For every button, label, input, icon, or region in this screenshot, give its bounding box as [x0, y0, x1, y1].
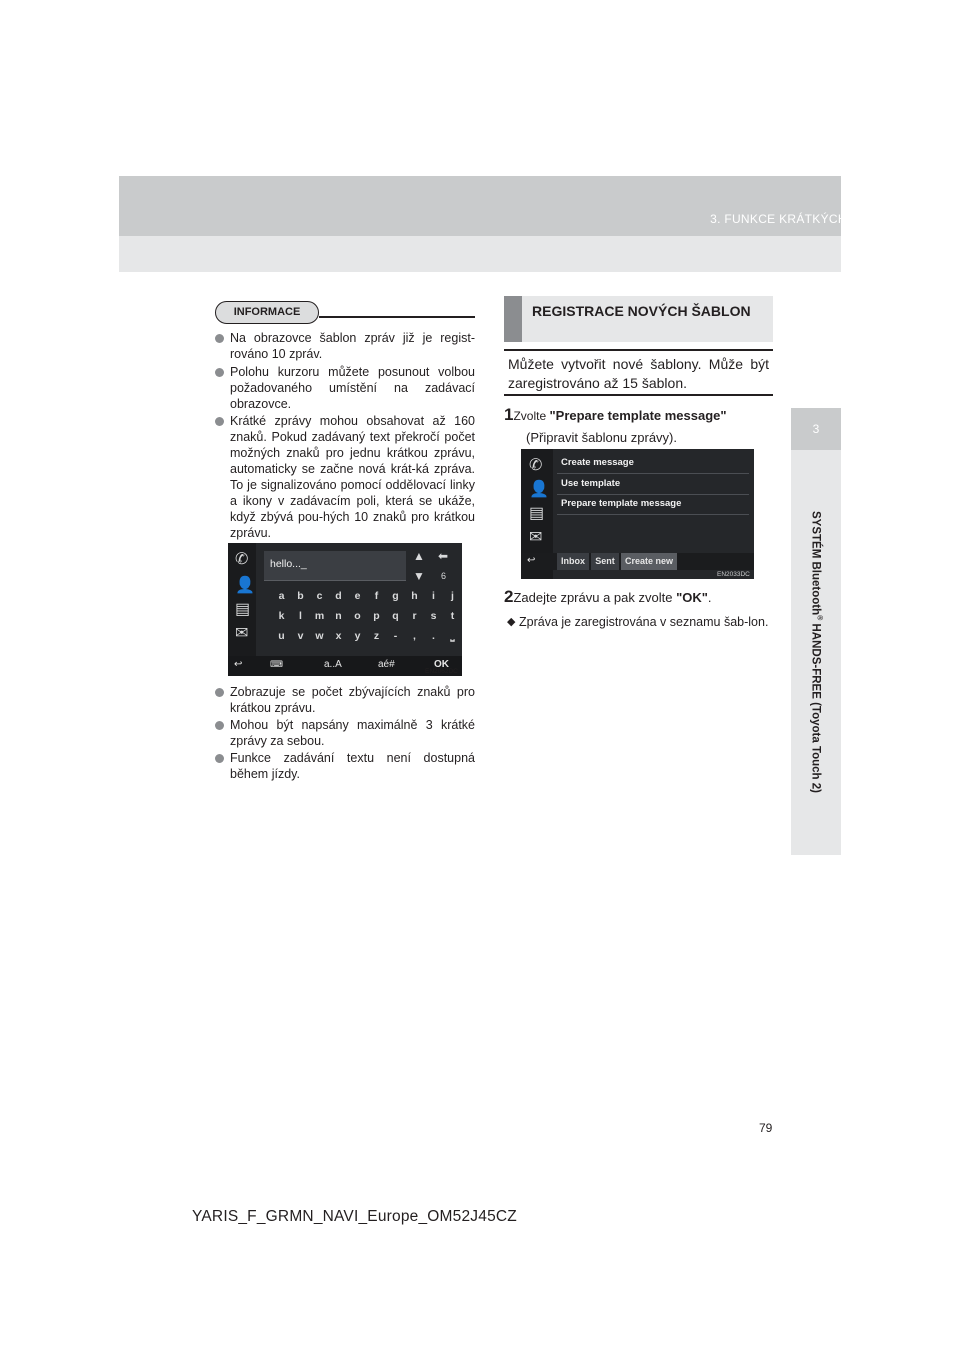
section-header-strip — [504, 296, 522, 342]
bullet-dot-icon — [215, 721, 224, 730]
image-code: EN2062DC — [425, 668, 458, 675]
bullet-dot-icon — [215, 334, 224, 343]
case-toggle-button[interactable]: a..A — [324, 659, 342, 670]
menu-tab-bar — [521, 553, 754, 570]
diamond-bullet-icon: ◆ — [507, 616, 516, 628]
document-footer: YARIS_F_GRMN_NAVI_Europe_OM52J45CZ — [192, 1208, 517, 1225]
cursor-down-icon[interactable]: ▼ — [413, 569, 425, 583]
key-row-1[interactable]: a b c d e f g h i j — [278, 590, 454, 602]
chapter-title: 3. FUNKCE KRÁTKÝCH ZPRÁV — [710, 212, 892, 226]
step-1: 1Zvolte "Prepare template message" (Připravit šablonu zprávy). — [504, 405, 727, 445]
keyboard-layout-icon[interactable]: ⌨ — [270, 659, 283, 669]
menu-divider — [557, 514, 749, 515]
info-bullet: Zobrazuje se počet zbývajících znaků pro krátkou zprávu. — [215, 684, 475, 716]
chapter-tab-number: 3 — [812, 422, 820, 436]
back-icon[interactable]: ↩ — [527, 555, 536, 566]
tab-create-new[interactable]: Create new — [621, 553, 677, 570]
info-bullet: Krátké zprávy mohou obsahovat až 160 znaků. Pokud zadávaný text překročí počet možných znaků pro jednu krátkou zprávu, automaticky se začne nová krát-ká zpráva. To je signalizováno pomocí oddělovací linky a ikony v zadávacím poli, která se ukáže, když zbývá pou-hých 10 znaků pro krátkou zprávu. — [215, 413, 475, 541]
info-badge: INFORMACE — [215, 301, 319, 324]
tab-sent[interactable]: Sent — [591, 553, 619, 570]
bullet-dot-icon — [215, 368, 224, 377]
section-title: REGISTRACE NOVÝCH ŠABLON — [532, 303, 751, 319]
tab-inbox[interactable]: Inbox — [557, 553, 589, 570]
info-rule — [319, 316, 475, 318]
section-intro: Můžete vytvořit nové šablony. Může být zaregistrováno až 15 šablon. — [504, 349, 773, 396]
header-subband — [119, 236, 841, 272]
bullet-dot-icon — [215, 688, 224, 697]
char-counter: 6 — [441, 571, 447, 581]
keyboard-screenshot — [228, 543, 462, 676]
symbol-mode-button[interactable]: aé# — [378, 659, 395, 670]
image-code: EN2033DC — [717, 571, 750, 578]
info-bullet: Polohu kurzoru můžete posunout volbou požadovaného umístění na zadávací obrazovce. — [215, 364, 475, 412]
contact-icon: 👤 — [529, 481, 549, 498]
contact-icon: 👤 — [235, 577, 255, 594]
page-number: 79 — [759, 1121, 773, 1135]
key-row-2[interactable]: k l m n o p q r s t — [278, 610, 455, 622]
info-bullet: Na obrazovce šablon zpráv již je regist-rováno 10 zpráv. — [215, 330, 475, 362]
info-bullet: Funkce zadávání textu není dostupná během jízdy. — [215, 750, 475, 782]
phone-icon: ✆ — [529, 457, 543, 474]
message-menu-screenshot — [521, 449, 754, 579]
back-icon[interactable]: ↩ — [234, 659, 243, 670]
cursor-up-icon[interactable]: ▲ — [413, 549, 425, 563]
phone-settings-icon: ▤ — [529, 505, 545, 522]
key-row-3[interactable]: u v w x y z - , . ⎵ — [278, 630, 455, 642]
step-number: 1 — [504, 405, 514, 424]
result-note: ◆ Zpráva je zaregistrována v seznamu šab-lon. — [507, 615, 769, 629]
phone-icon: ✆ — [235, 551, 249, 568]
chapter-tab-label: SYSTÉM Bluetooth® HANDS-FREE (Toyota Touch 2) — [809, 510, 823, 794]
info-bullet: Mohou být napsány maximálně 3 krátké zprávy za sebou. — [215, 717, 475, 749]
menu-item-use-template[interactable]: Use template — [561, 478, 621, 489]
menu-divider — [557, 494, 749, 495]
step-2: 2Zadejte zprávu a pak zvolte "OK". — [504, 587, 712, 606]
bullet-dot-icon — [215, 417, 224, 426]
menu-divider — [557, 473, 749, 474]
menu-item-prepare-template[interactable]: Prepare template message — [561, 498, 682, 509]
message-icon: ✉ — [529, 529, 543, 546]
menu-item-create-message[interactable]: Create message — [561, 457, 634, 468]
header-band — [119, 176, 841, 236]
bullet-dot-icon — [215, 754, 224, 763]
message-icon: ✉ — [235, 625, 249, 642]
ok-button[interactable]: OK — [434, 659, 449, 670]
step-number: 2 — [504, 587, 514, 606]
backspace-icon[interactable]: ⬅ — [438, 549, 449, 563]
message-input-field[interactable]: hello..._ — [264, 551, 406, 581]
phone-settings-icon: ▤ — [235, 601, 251, 618]
